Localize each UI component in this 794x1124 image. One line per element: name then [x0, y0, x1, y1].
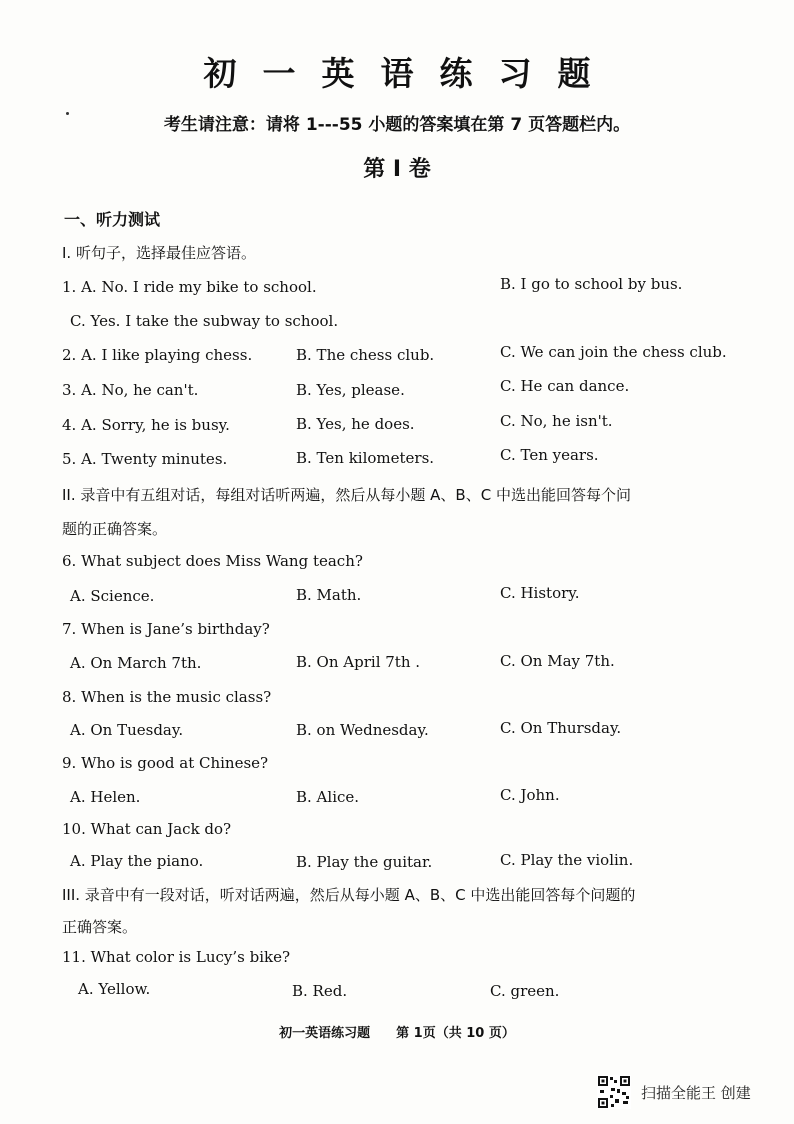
q7-question: 7. When is Jane’s birthday? — [62, 620, 270, 638]
q6-option-c: C. History. — [500, 584, 580, 602]
exam-notice: 考生请注意：请将 1---55 小题的答案填在第 7 页答题栏内。 — [163, 115, 631, 135]
q7-option-b: B. On April 7th . — [296, 653, 421, 671]
q3-option-c: C. He can dance. — [500, 377, 630, 395]
q9-option-a: A. Helen. — [70, 788, 141, 806]
scanner-label: 扫描全能王 创建 — [641, 1083, 751, 1102]
q2-option-a: 2. A. I like playing chess. — [62, 346, 253, 364]
q8-option-a: A. On Tuesday. — [70, 721, 184, 739]
section-title: 一、听力测试 — [64, 210, 161, 229]
q4-option-b: B. Yes, he does. — [296, 415, 415, 433]
q4-option-c: C. No, he isn't. — [500, 412, 613, 430]
q2-option-b: B. The chess club. — [296, 346, 435, 364]
page-title: 初一英语练习题 — [203, 54, 617, 93]
q8-option-c: C. On Thursday. — [500, 719, 622, 737]
q5-option-c: C. Ten years. — [500, 446, 599, 464]
part3-instruction-line2: 正确答案。 — [62, 918, 138, 936]
q10-option-b: B. Play the guitar. — [296, 853, 433, 871]
scanner-watermark — [597, 1074, 751, 1110]
volume-heading: 第 I 卷 — [363, 157, 431, 182]
q11-option-a: A. Yellow. — [78, 980, 151, 998]
q11-option-b: B. Red. — [292, 982, 348, 1000]
q10-question: 10. What can Jack do? — [62, 820, 232, 838]
q4-option-a: 4. A. Sorry, he is busy. — [62, 416, 230, 434]
q11-option-c: C. green. — [490, 982, 560, 1000]
q5-option-b: B. Ten kilometers. — [296, 449, 435, 467]
q10-option-a: A. Play the piano. — [70, 852, 204, 870]
q1-option-c: C. Yes. I take the subway to school. — [70, 312, 339, 330]
q6-option-a: A. Science. — [70, 587, 155, 605]
q2-option-c: C. We can join the chess club. — [500, 343, 727, 361]
q9-question: 9. Who is good at Chinese? — [62, 754, 269, 772]
q5-option-a: 5. A. Twenty minutes. — [62, 450, 228, 468]
part3-instruction-line1: III. 录音中有一段对话，听对话两遍，然后从每小题 A、B、C 中选出能回答每个问题的 — [62, 886, 636, 904]
q9-option-c: C. John. — [500, 786, 560, 804]
part2-instruction-line2: 题的正确答案。 — [62, 520, 168, 538]
q8-question: 8. When is the music class? — [62, 688, 272, 706]
part1-instruction: I. 听句子，选择最佳应答语。 — [62, 244, 256, 262]
page-footer: 初一英语练习题 第 1页（共 10 页） — [279, 1026, 515, 1041]
q10-option-c: C. Play the violin. — [500, 851, 634, 869]
q1-option-a: 1. A. No. I ride my bike to school. — [62, 278, 317, 296]
q1-option-b: B. I go to school by bus. — [500, 275, 683, 293]
qr-code-icon — [597, 1075, 631, 1109]
q7-option-c: C. On May 7th. — [500, 652, 615, 670]
q6-option-b: B. Math. — [296, 586, 362, 604]
q6-question: 6. What subject does Miss Wang teach? — [62, 552, 363, 570]
q11-question: 11. What color is Lucy’s bike? — [62, 948, 291, 966]
q9-option-b: B. Alice. — [296, 788, 360, 806]
q3-option-a: 3. A. No, he can't. — [62, 381, 199, 399]
q7-option-a: A. On March 7th. — [70, 654, 202, 672]
q3-option-b: B. Yes, please. — [296, 381, 405, 399]
part2-instruction-line1: II. 录音中有五组对话，每组对话听两遍，然后从每小题 A、B、C 中选出能回答每个问 — [62, 486, 631, 504]
q8-option-b: B. on Wednesday. — [296, 721, 429, 739]
